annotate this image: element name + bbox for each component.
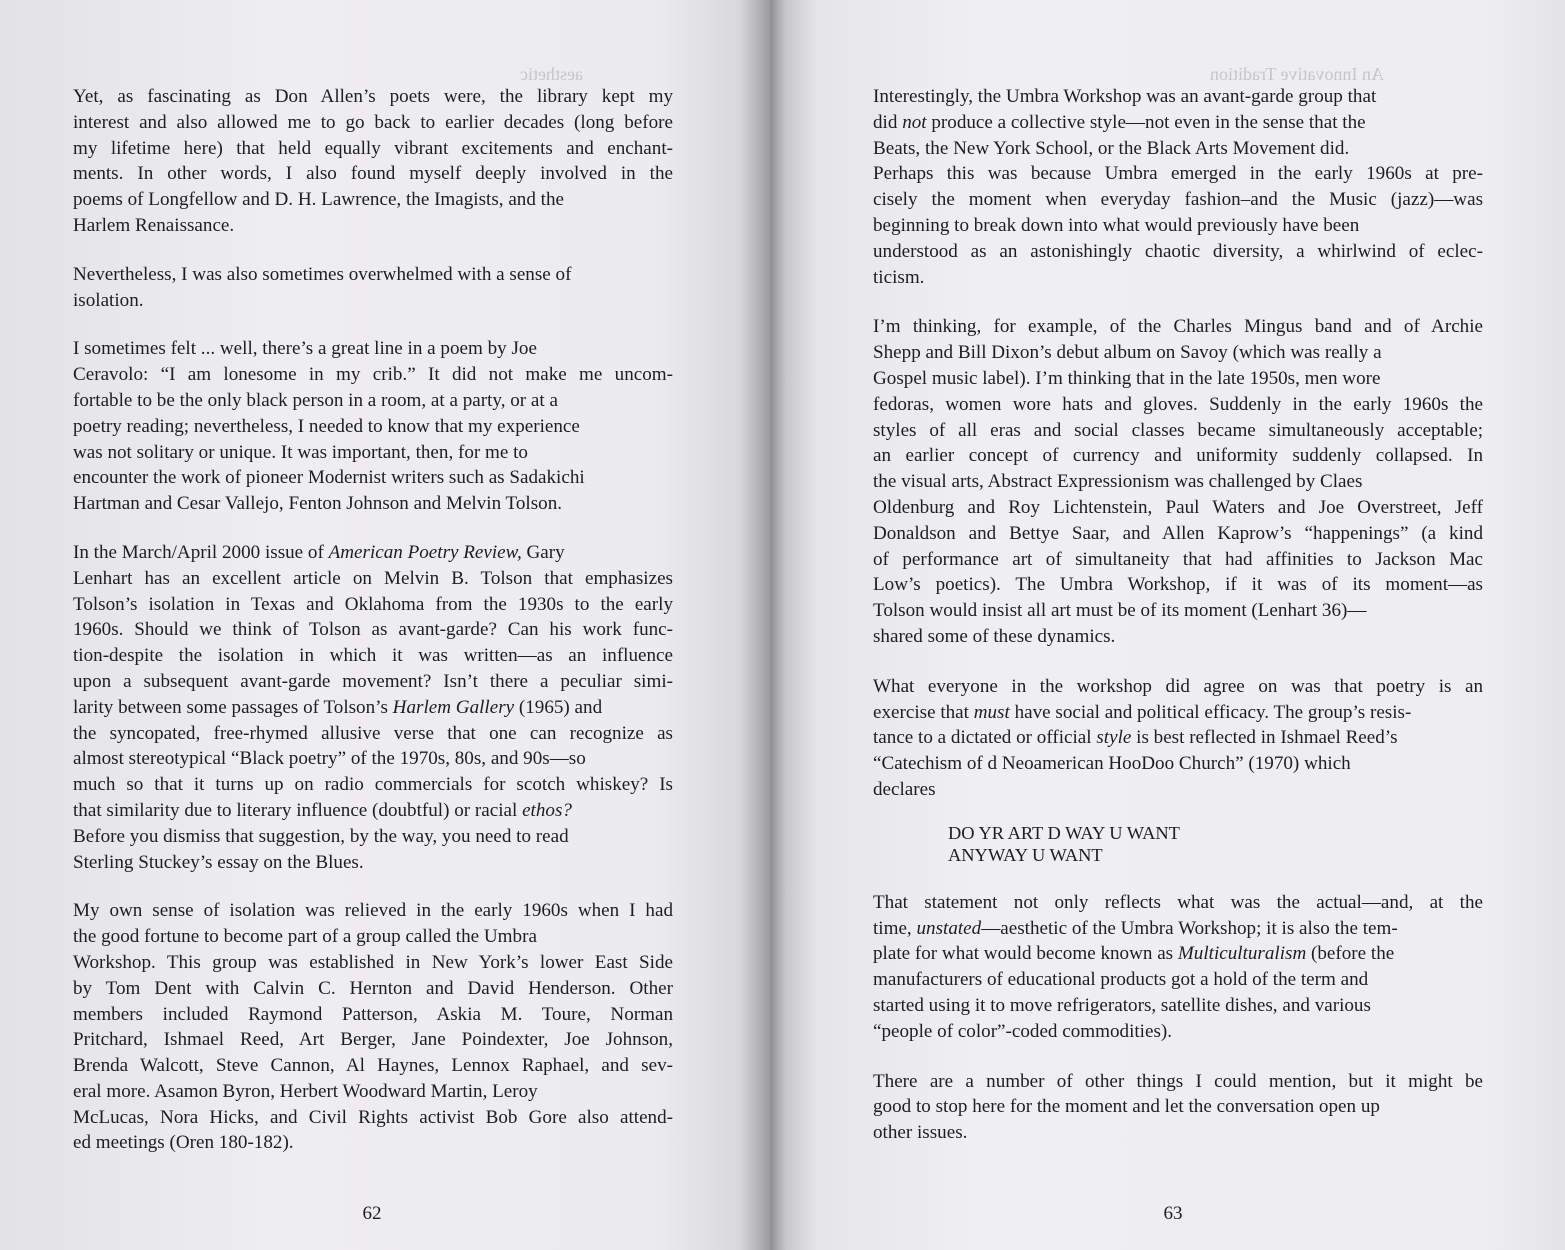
verse-line: ANYWAY U WANT	[948, 844, 1103, 865]
text-line: Ceravolo: “I am lonesome in my crib.” It did not make me uncom-	[73, 364, 673, 386]
text-line: poems of Longfellow and D. H. Lawrence, the Imagists, and the	[73, 189, 564, 211]
page-number: 63	[1163, 1203, 1183, 1224]
italic-word: not	[902, 111, 927, 133]
text-line: What everyone in the workshop did agree on was that poetry is an	[873, 675, 1483, 697]
verse-line: DO YR ART D WAY U WANT	[948, 822, 1180, 843]
text-line: tance to a dictated or official style is best reflected in Ishmael Reed’s	[873, 727, 1398, 749]
text-line: Before you dismiss that suggestion, by the way, you need to read	[73, 825, 569, 847]
italic-word: must	[973, 701, 1010, 723]
text-line: my lifetime here) that held equally vibrant excitements and enchant-	[73, 137, 673, 159]
text-line: exercise that must have social and political efficacy. The group’s resis-	[873, 701, 1412, 723]
text-line: interest and also allowed me to go back to earlier decades (long before	[73, 111, 673, 133]
page-number: 62	[362, 1203, 382, 1224]
text-line: Beats, the New York School, or the Black Arts Movement did.	[873, 137, 1350, 159]
text-line: larity between some passages of Tolson’s Harlem Gallery (1965) and	[73, 696, 603, 718]
text-line: I sometimes felt ... well, there’s a great line in a poem by Joe	[73, 338, 537, 360]
text-line: “people of color”-coded commodities).	[873, 1020, 1173, 1042]
verse-quote	[873, 822, 1483, 866]
paragraph	[873, 674, 1483, 803]
show-through-text: An Innovative Tradition	[1210, 64, 1384, 84]
right-column	[873, 84, 1483, 1170]
text-line: That statement not only reflects what was the actual—and, at the	[873, 891, 1483, 913]
text-line: shared some of these dynamics.	[873, 625, 1116, 647]
text-line: Tolson would insist all art must be of its moment (Lenhart 36)—	[873, 600, 1367, 622]
text-line: cisely the moment when everyday fashion–and the Music (jazz)—was	[873, 189, 1483, 211]
text-line: There are a number of other things I could mention, but it might be	[873, 1070, 1483, 1092]
text-line: Interestingly, the Umbra Workshop was an avant-garde group that	[873, 86, 1377, 107]
text-line: time, unstated—aesthetic of the Umbra Workshop; it is also the tem-	[873, 917, 1398, 939]
text-line: McLucas, Nora Hicks, and Civil Rights activist Bob Gore also attend-	[73, 1106, 673, 1128]
text-line: eral more. Asamon Byron, Herbert Woodward Martin, Leroy	[73, 1080, 538, 1102]
paragraph	[873, 1069, 1483, 1146]
text-line: tion-despite the isolation in which it was written—as an influence	[73, 645, 673, 667]
text-line: beginning to break down into what would previously have been	[873, 214, 1360, 236]
paragraph	[73, 898, 673, 1156]
text-line: Tolson’s isolation in Texas and Oklahoma from the 1930s to the early	[73, 593, 673, 615]
text-line: Lenhart has an excellent article on Melvin B. Tolson that emphasizes	[73, 567, 673, 589]
text-line: poetry reading; nevertheless, I needed to know that my experience	[73, 415, 580, 437]
text-line: was not solitary or unique. It was important, then, for me to	[73, 441, 528, 463]
text-line: Perhaps this was because Umbra emerged in the early 1960s at pre-	[873, 163, 1483, 185]
text-line: Shepp and Bill Dixon’s debut album on Savoy (which was really a	[873, 342, 1382, 364]
text-line: that similarity due to literary influence (doubtful) or racial ethos?	[73, 799, 572, 821]
text-line: understood as an astonishingly chaotic diversity, a whirlwind of eclec-	[873, 240, 1483, 262]
text-line: started using it to move refrigerators, satellite dishes, and various	[873, 994, 1371, 1016]
text-line: fortable to be the only black person in a room, at a party, or at a	[73, 389, 558, 411]
text-line: ticism.	[873, 266, 925, 288]
text-line: isolation.	[73, 289, 144, 311]
text-line: ed meetings (Oren 180-182).	[73, 1132, 294, 1154]
text-line: good to stop here for the moment and let the conversation open up	[873, 1096, 1380, 1118]
text-line: 1960s. Should we think of Tolson as avant-garde? Can his work func-	[73, 619, 673, 641]
italic-title: American Poetry Review,	[328, 541, 522, 563]
text-line: plate for what would become known as Multiculturalism (before the	[873, 943, 1395, 965]
text-line: almost stereotypical “Black poetry” of the 1970s, 80s, and 90s—so	[73, 748, 586, 770]
text-line: the visual arts, Abstract Expressionism was challenged by Claes	[873, 471, 1363, 493]
text-line: other issues.	[873, 1122, 968, 1144]
show-through-text: aesthetic	[520, 64, 583, 84]
text-line: Sterling Stuckey’s essay on the Blues.	[73, 851, 364, 873]
text-line: Pritchard, Ishmael Reed, Art Berger, Jane Poindexter, Joe Johnson,	[73, 1029, 673, 1051]
italic-title: Harlem Gallery	[392, 696, 515, 718]
italic-word: ethos?	[522, 799, 572, 821]
text-line: ments. In other words, I also found myself deeply involved in the	[73, 163, 673, 185]
text-line: the good fortune to become part of a group called the Umbra	[73, 926, 537, 948]
italic-word: unstated	[916, 917, 982, 939]
paragraph	[73, 336, 673, 517]
paragraph	[73, 540, 673, 875]
text-line: encounter the work of pioneer Modernist writers such as Sadakichi	[73, 467, 585, 489]
text-line: In the March/April 2000 issue of American Poetry Review, Gary	[73, 541, 565, 563]
text-line: of performance art of simultaneity that had affinities to Jackson Mac	[873, 548, 1483, 570]
text-line: Gospel music label). I’m thinking that in the late 1950s, men wore	[873, 367, 1381, 389]
text-line: Oldenburg and Roy Lichtenstein, Paul Waters and Joe Overstreet, Jeff	[873, 496, 1483, 518]
text-line: Low’s poetics). The Umbra Workshop, if it was of its moment—as	[873, 574, 1483, 596]
italic-word: Multiculturalism	[1177, 943, 1307, 965]
text-line: the syncopated, free-rhymed allusive verse that one can recognize as	[73, 722, 673, 744]
paragraph	[873, 84, 1483, 290]
text-line: styles of all eras and social classes became simultaneously acceptable;	[873, 419, 1483, 441]
text-line: Donaldson and Bettye Saar, and Allen Kaprow’s “happenings” (a kind	[873, 522, 1483, 544]
text-line: declares	[873, 778, 936, 800]
text-line: Hartman and Cesar Vallejo, Fenton Johnson and Melvin Tolson.	[73, 493, 563, 515]
left-page	[0, 0, 770, 1250]
text-line: Workshop. This group was established in New York’s lower East Side	[73, 951, 673, 973]
paragraph	[873, 890, 1483, 1045]
text-line: much so that it turns up on radio commercials for scotch whiskey? Is	[73, 774, 673, 796]
text-line: Nevertheless, I was also sometimes overwhelmed with a sense of	[73, 263, 572, 285]
left-column	[73, 84, 673, 1179]
paragraph	[873, 314, 1483, 649]
text-line: Harlem Renaissance.	[73, 214, 235, 236]
text-line: members included Raymond Patterson, Askia M. Toure, Norman	[73, 1003, 673, 1025]
text-line: upon a subsequent avant-garde movement? Isn’t there a peculiar simi-	[73, 670, 673, 692]
text-line: did not produce a collective style—not even in the sense that the	[873, 111, 1366, 133]
text-line: My own sense of isolation was relieved in the early 1960s when I had	[73, 900, 673, 922]
italic-word: style	[1096, 727, 1132, 749]
paragraph	[73, 84, 673, 239]
paragraph	[73, 262, 673, 314]
text-line: manufacturers of educational products got a hold of the term and	[873, 969, 1369, 991]
text-line: an earlier concept of currency and uniformity suddenly collapsed. In	[873, 445, 1483, 467]
text-line: “Catechism of d Neoamerican HooDoo Church” (1970) which	[873, 753, 1351, 775]
text-line: by Tom Dent with Calvin C. Hernton and David Henderson. Other	[73, 977, 673, 999]
text-line: fedoras, women wore hats and gloves. Suddenly in the early 1960s the	[873, 393, 1483, 415]
text-line: I’m thinking, for example, of the Charles Mingus band and of Archie	[873, 316, 1483, 338]
text-line: Yet, as fascinating as Don Allen’s poets were, the library kept my	[73, 86, 673, 107]
right-page	[770, 0, 1565, 1250]
text-line: Brenda Walcott, Steve Cannon, Al Haynes, Lennox Raphael, and sev-	[73, 1055, 673, 1077]
